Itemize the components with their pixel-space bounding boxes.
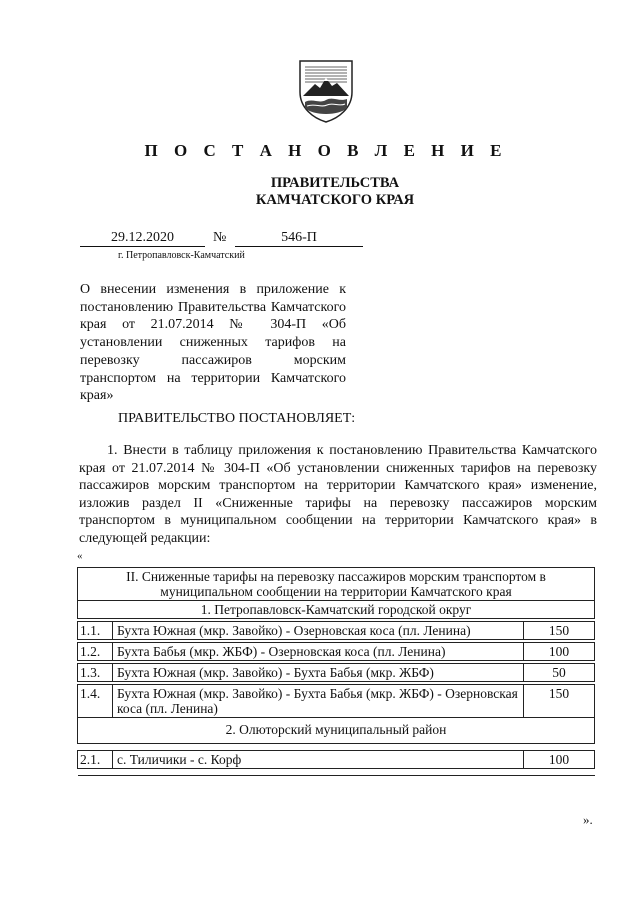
group-title: 1. Петропавловск-Камчатский городской округ <box>78 601 595 619</box>
table-row <box>78 622 595 640</box>
issuing-authority <box>230 175 440 209</box>
open-quote: « <box>77 550 83 562</box>
table-spacer <box>78 769 595 776</box>
table-row <box>78 643 595 661</box>
spacer-cell <box>78 769 595 776</box>
table-row <box>78 685 595 718</box>
group-title: 2. Олюторский муниципальный район <box>78 718 595 744</box>
document-number: 546-П <box>235 229 363 247</box>
row-price: 50 <box>524 664 595 682</box>
paragraph-1: 1. Внести в таблицу приложения к постановлению Правительства Камчатского края от 21.07.2014 № 304-П «Об установлении сниженных тарифов на перевозку пассажиров морским транспортом на территории Камчатского края» изменение, изложив раздел II «Сниженные тарифы на перевозку пассажиров морским транспортом в муниципальном сообщении на территории Камчатского края» в следующей редакции: <box>79 443 597 546</box>
section-title: II. Сниженные тарифы на перевозку пассажиров морским транспортом в муниципальном сообщении на территории Камчатского края <box>78 568 595 601</box>
document-subject: О внесении изменения в приложение к постановлению Правительства Камчатского края от 21.07.2014 № 304-П «Об установлении сниженных тарифов на перевозку пассажиров морским транспортом на территории Камчатского края» <box>80 282 346 404</box>
table-group-header <box>78 718 595 744</box>
row-number: 1.4. <box>78 685 113 718</box>
document-city: г. Петропавловск-Камчатский <box>118 250 245 261</box>
row-price: 150 <box>524 622 595 640</box>
row-route: с. Тиличики - с. Корф <box>113 751 524 769</box>
spacer-cell <box>78 744 595 751</box>
row-number: 1.1. <box>78 622 113 640</box>
row-route: Бухта Южная (мкр. Завойко) - Бухта Бабья (мкр. ЖБФ) - Озерновская коса (пл. Ленина) <box>113 685 524 718</box>
row-route: Бухта Южная (мкр. Завойко) - Бухта Бабья (мкр. ЖБФ) <box>113 664 524 682</box>
table-section-header <box>78 568 595 601</box>
row-number: 1.2. <box>78 643 113 661</box>
row-route: Бухта Бабья (мкр. ЖБФ) - Озерновская коса (пл. Ленина) <box>113 643 524 661</box>
row-number: 2.1. <box>78 751 113 769</box>
kamchatka-coat-of-arms-icon <box>297 58 355 124</box>
document-date: 29.12.2020 <box>80 229 205 247</box>
table-row <box>78 664 595 682</box>
table-group-header <box>78 601 595 619</box>
authority-line-2: КАМЧАТСКОГО КРАЯ <box>255 192 415 208</box>
authority-line-1: ПРАВИТЕЛЬСТВА <box>270 175 400 191</box>
table-row <box>78 751 595 769</box>
row-route: Бухта Южная (мкр. Завойко) - Озерновская коса (пл. Ленина) <box>113 622 524 640</box>
document-title: П О С Т А Н О В Л Е Н И Е <box>144 141 508 160</box>
close-quote: ». <box>583 812 593 827</box>
row-price: 150 <box>524 685 595 718</box>
row-number: 1.3. <box>78 664 113 682</box>
decree-heading: ПРАВИТЕЛЬСТВО ПОСТАНОВЛЯЕТ: <box>118 411 356 426</box>
number-sign: № <box>213 230 227 245</box>
tariff-table <box>77 567 595 776</box>
table-spacer <box>78 744 595 751</box>
row-price: 100 <box>524 643 595 661</box>
row-price: 100 <box>524 751 595 769</box>
